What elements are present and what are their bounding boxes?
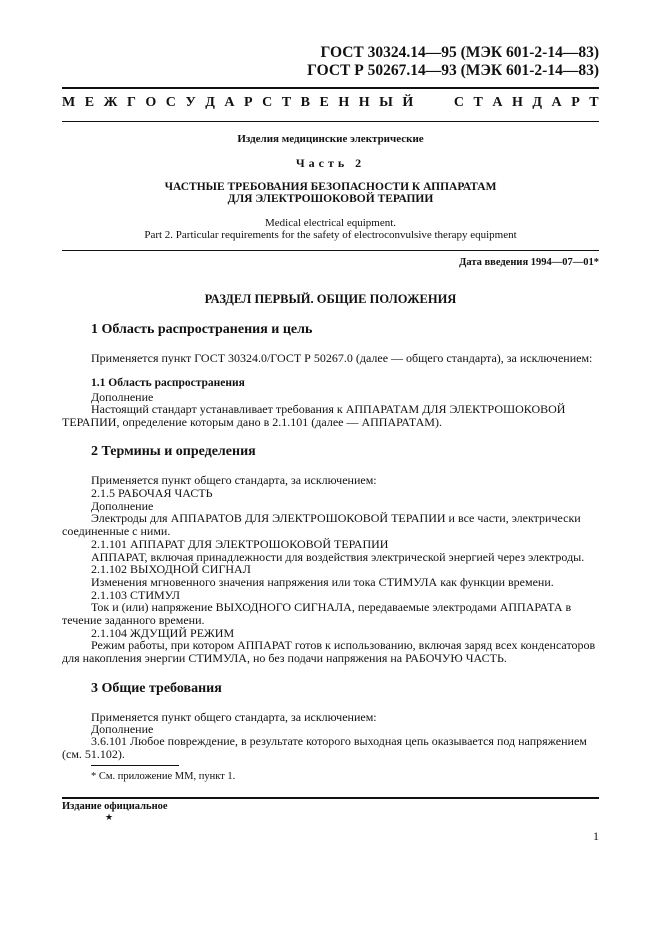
term-2-1-102: 2.1.102 ВЫХОДНОЙ СИГНАЛ: [91, 562, 251, 576]
banner-letter: Й: [402, 95, 414, 110]
banner-letter: У: [185, 95, 196, 110]
term-2-1-104-definition: Режим работы, при котором АППАРАТ готов к использованию, включая заряд всех конденсаторов для накопления энергии СТИМУЛА, но без подачи напряжения на РАБОЧУЮ ЧАСТЬ.: [62, 638, 596, 665]
banner-letter: [423, 95, 429, 111]
banner-letter: Е: [84, 95, 95, 110]
banner-letter: Т: [589, 95, 599, 110]
english-title-line-2: Part 2. Particular requirements for the safety of electroconvulsive therapy equipment: [144, 229, 517, 241]
banner-letter: О: [145, 95, 157, 110]
term-2-1-102-definition: Изменения мгновенного значения напряжения или тока СТИМУЛА как функции времени.: [91, 575, 554, 589]
section-title: РАЗДЕЛ ПЕРВЫЙ. ОБЩИЕ ПОЛОЖЕНИЯ: [204, 292, 457, 306]
page-number: 1: [593, 829, 599, 843]
banner-letter: В: [300, 95, 310, 110]
banner-letter: Н: [358, 95, 370, 110]
section-2-intro: Применяется пункт общего стандарта, за исключением:: [91, 473, 377, 487]
term-2-1-5-definition: Электроды для АППАРАТОВ ДЛЯ ЭЛЕКТРОШОКОВОЙ ТЕРАПИИ и все части, электрически соединенные с ними.: [62, 511, 581, 538]
banner-letter: [438, 95, 444, 111]
banner-letter: Р: [244, 95, 253, 110]
banner-letter: Н: [338, 95, 350, 110]
section-2-heading: 2 Термины и определения: [91, 444, 256, 459]
banner-letter: Г: [126, 95, 136, 110]
banner-letter: Ы: [379, 95, 393, 110]
section-1-paragraph: Применяется пункт ГОСТ 30324.0/ГОСТ Р 50267.0 (далее — общего стандарта), за исключением:: [91, 351, 593, 365]
part-title: Часть 2: [295, 156, 366, 170]
section-1-1-heading: 1.1 Область распространения: [91, 377, 245, 389]
bottom-rule: [62, 797, 599, 799]
title-rule: [62, 250, 599, 251]
banner-letter: М: [62, 95, 76, 110]
banner-rule: [62, 121, 599, 122]
term-2-1-103-definition: Ток и (или) напряжение ВЫХОДНОГО СИГНАЛА, передаваемые электродами АППАРАТА в течение заданного времени.: [62, 600, 572, 627]
top-rule-thick: [62, 87, 599, 89]
banner-letter: Т: [473, 95, 483, 110]
official-edition: Издание официальное: [62, 801, 168, 812]
banner-letter: А: [551, 95, 562, 110]
introduction-date: Дата введения 1994—07—01*: [459, 257, 599, 268]
english-title-line-1: Medical electrical equipment.: [264, 217, 397, 229]
term-2-1-104: 2.1.104 ЖДУЩИЙ РЕЖИМ: [91, 626, 235, 640]
term-2-1-103: 2.1.103 СТИМУЛ: [91, 588, 180, 602]
section-3-heading: 3 Общие требования: [91, 681, 222, 696]
standard-codes: [307, 44, 599, 80]
section-3-paragraph: 3.6.101 Любое повреждение, в результате которого выходная цепь оказывается под напряжением (см. 51.102).: [62, 734, 587, 761]
term-2-1-5: 2.1.5 РАБОЧАЯ ЧАСТЬ: [91, 486, 213, 500]
banner-letter: Р: [571, 95, 580, 110]
footnote: * См. приложение ММ, пункт 1.: [91, 771, 236, 782]
banner-letter: Ж: [103, 95, 118, 110]
banner-letter: С: [165, 95, 176, 110]
banner-letter: Т: [281, 95, 292, 110]
banner-letter: Н: [511, 95, 523, 110]
banner-letter: Д: [532, 95, 543, 110]
term-2-1-101-definition: АППАРАТ, включая принадлежности для воздействия электрической энергией через электроды.: [91, 550, 585, 564]
main-title-line-2: ДЛЯ ЭЛЕКТРОШОКОВОЙ ТЕРАПИИ: [227, 193, 434, 205]
standard-code-2: ГОСТ Р 50267.14—93 (МЭК 601-2-14—83): [307, 62, 599, 79]
section-2-addition: Дополнение: [91, 499, 154, 513]
section-1-addition: Дополнение: [91, 390, 154, 404]
banner-letter: С: [453, 95, 464, 110]
banner-letter: А: [492, 95, 503, 110]
term-2-1-101: 2.1.101 АППАРАТ ДЛЯ ЭЛЕКТРОШОКОВОЙ ТЕРАПИИ: [91, 537, 389, 551]
section-3-intro: Применяется пункт общего стандарта, за исключением:: [91, 710, 377, 724]
banner-letter: С: [262, 95, 273, 110]
section-1-heading: 1 Область распространения и цель: [91, 322, 313, 337]
banner-letter: Д: [205, 95, 215, 110]
footnote-rule: [91, 765, 179, 766]
banner-letter: Е: [319, 95, 329, 110]
subject-title: Изделия медицинские электрические: [237, 133, 424, 145]
interstate-standard-banner: [62, 95, 599, 111]
banner-letter: А: [224, 95, 235, 110]
edition-star: ★: [105, 812, 114, 822]
section-1-scope-text: Настоящий стандарт устанавливает требования к АППАРАТАМ ДЛЯ ЭЛЕКТРОШОКОВОЙ ТЕРАПИИ, определение которым дано в 2.1.101 (далее — АППАРАТАМ).: [62, 402, 566, 429]
standard-code-1: ГОСТ 30324.14—95 (МЭК 601-2-14—83): [320, 44, 599, 61]
section-3-addition: Дополнение: [91, 722, 154, 736]
main-title-line-1: ЧАСТНЫЕ ТРЕБОВАНИЯ БЕЗОПАСНОСТИ К АППАРАТАМ: [164, 181, 497, 193]
